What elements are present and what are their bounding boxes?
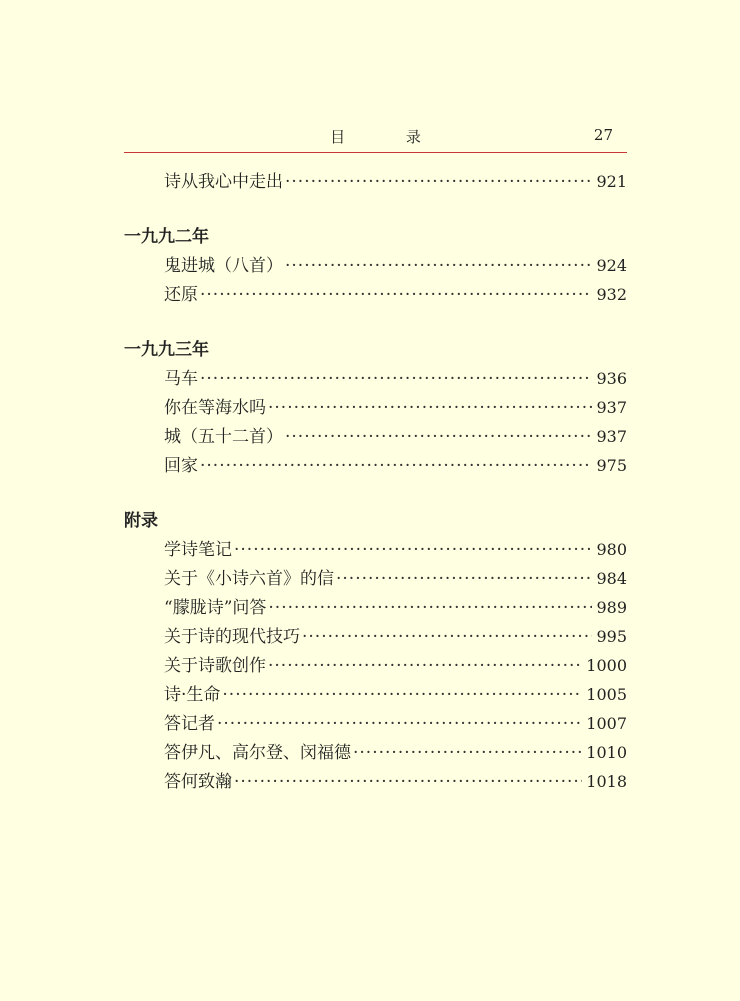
entry-page: 924 [596,256,627,275]
entry-title: 学诗笔记 [164,540,232,560]
entry-page: 921 [596,172,627,191]
toc-section [124,507,627,796]
entry-title: 答记者 [164,714,215,734]
entry-page: 1005 [586,685,627,704]
entry-page: 995 [596,627,627,646]
dot-leader [285,423,592,452]
dot-leader [285,168,592,197]
toc-section [124,336,627,480]
dot-leader [268,394,592,423]
section-title: 附录 [124,511,158,531]
entry-title: 城（五十二首） [164,427,283,447]
entry-page: 937 [596,398,627,417]
dot-leader [285,252,592,281]
toc-section [124,223,627,309]
entry-page: 1018 [586,772,627,791]
dot-leader [336,565,592,594]
entry-title: 鬼进城（八首） [164,256,283,276]
entry-page: 1000 [586,656,627,675]
toc-entry[interactable] [124,651,627,680]
entry-page: 1010 [586,743,627,762]
section-title: 一九九二年 [124,227,209,247]
toc-section [124,167,627,196]
toc-entry[interactable] [124,767,627,796]
entry-page: 989 [596,598,627,617]
toc-entry[interactable] [124,593,627,622]
entry-title: 关于诗歌创作 [164,656,266,676]
toc-entry[interactable] [124,738,627,767]
entry-title: 答伊凡、高尔登、闵福德 [164,743,351,763]
toc-entry[interactable] [124,709,627,738]
dot-leader [200,452,592,481]
entry-page: 932 [596,285,627,304]
page-number: 27 [593,126,613,144]
entry-title: 你在等海水吗 [164,398,266,418]
dot-leader [234,768,582,797]
toc-entry[interactable] [124,393,627,422]
page-header [124,124,627,150]
running-title: 目 录 [330,128,449,146]
dot-leader [200,365,592,394]
entry-page: 1007 [586,714,627,733]
entry-page: 984 [596,569,627,588]
dot-leader [268,652,582,681]
entry-page: 975 [596,456,627,475]
toc-entry[interactable] [124,251,627,280]
toc-entry[interactable] [124,422,627,451]
header-rule [124,152,627,153]
toc-entry[interactable] [124,364,627,393]
entry-title: 还原 [164,285,198,305]
dot-leader [353,739,582,768]
dot-leader [268,594,592,623]
section-title: 一九九三年 [124,340,209,360]
entry-page: 937 [596,427,627,446]
toc-entry[interactable] [124,280,627,309]
entry-title: 关于《小诗六首》的信 [164,569,334,589]
dot-leader [222,681,582,710]
toc-entry[interactable] [124,680,627,709]
dot-leader [302,623,592,652]
entry-title: “朦胧诗”问答 [164,598,267,618]
dot-leader [200,281,592,310]
entry-title: 诗·生命 [164,685,221,705]
entry-title: 答何致瀚 [164,772,232,792]
entry-title: 诗从我心中走出 [164,172,283,192]
entry-page: 936 [596,369,627,388]
entry-page: 980 [596,540,627,559]
dot-leader [234,536,592,565]
dot-leader [217,710,582,739]
toc-entry[interactable] [124,167,627,196]
entry-title: 马车 [164,369,198,389]
toc-entry[interactable] [124,564,627,593]
toc-entry[interactable] [124,451,627,480]
toc-entry[interactable] [124,535,627,564]
table-of-contents [124,167,627,796]
toc-entry[interactable] [124,622,627,651]
entry-title: 回家 [164,456,198,476]
entry-title: 关于诗的现代技巧 [164,627,300,647]
